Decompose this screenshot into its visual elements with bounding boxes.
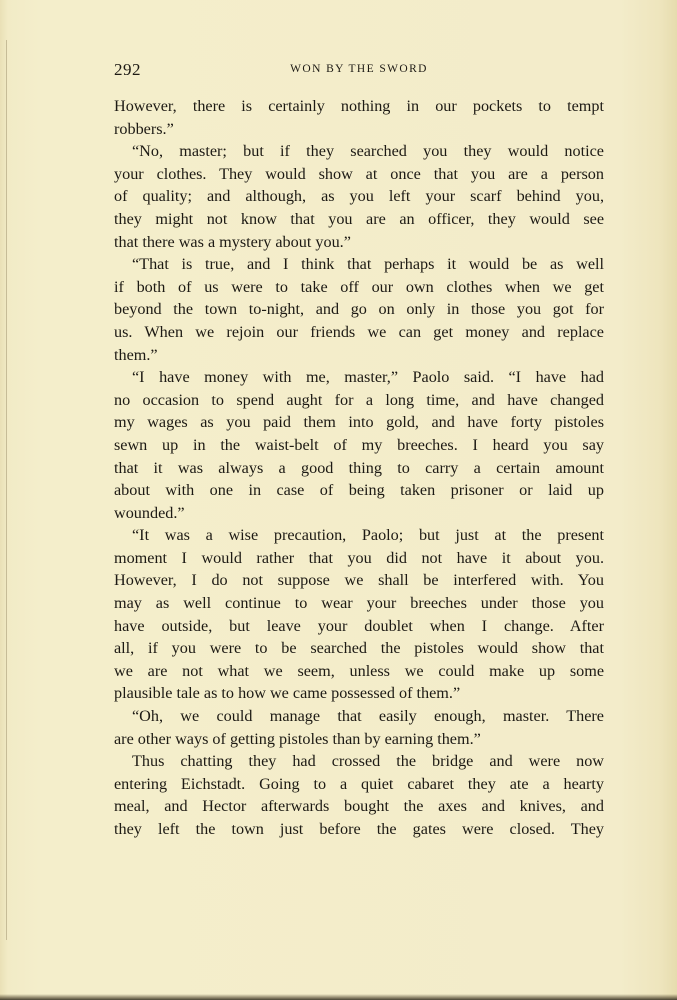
text-line: Thus chatting they had crossed the bridge and were now	[132, 752, 604, 771]
text-line: may as well continue to wear your breeches under those you	[114, 594, 604, 613]
text-line: that there was a mystery about you.”	[114, 232, 351, 251]
text-line: However, there is certainly nothing in our pockets to tempt	[114, 97, 604, 115]
text-line: sewn up in the waist-belt of my breeches. I heard you say	[114, 435, 604, 454]
text-line: that it was always a good thing to carry a certain amount	[114, 458, 604, 477]
text-line: we are not what we seem, unless we could make up some	[114, 661, 604, 680]
text-line: robbers.”	[114, 119, 174, 138]
text-line: However, I do not suppose we shall be interfered with. You	[114, 571, 604, 590]
text-line: your clothes. They would show at once that you are a person	[114, 164, 604, 183]
text-line: they left the town just before the gates were closed. They	[114, 820, 604, 838]
page-header	[114, 60, 604, 84]
text-line: they might not know that you are an officer, they would see	[114, 209, 604, 228]
text-line: “No, master; but if they searched you they would notice	[132, 142, 604, 161]
text-line: entering Eichstadt. Going to a quiet cabaret they ate a hearty	[114, 774, 604, 793]
text-line: “I have money with me, master,” Paolo said. “I have had	[132, 368, 604, 387]
text-line: “Oh, we could manage that easily enough, master. There	[132, 707, 604, 726]
text-line: them.”	[114, 345, 158, 364]
running-head: WON BY THE SWORD	[290, 63, 428, 75]
text-line: “That is true, and I think that perhaps it would be as well	[132, 255, 604, 274]
text-line: all, if you were to be searched the pistoles would show that	[114, 639, 604, 658]
text-line: meal, and Hector afterwards bought the axes and knives, and	[114, 797, 604, 816]
page-number: 292	[114, 60, 141, 79]
text-line: us. When we rejoin our friends we can get money and replace	[114, 322, 604, 341]
page-bottom-edge	[0, 994, 677, 1000]
text-line: “It was a wise precaution, Paolo; but just at the present	[132, 526, 604, 545]
text-line: are other ways of getting pistoles than by earning them.”	[114, 729, 481, 748]
text-line: if both of us were to take off our own clothes when we get	[114, 277, 604, 296]
text-line: plausible tale as to how we came possessed of them.”	[114, 684, 461, 703]
text-line: about with one in case of being taken prisoner or laid up	[114, 481, 604, 500]
text-line: wounded.”	[114, 503, 185, 522]
text-line: no occasion to spend aught for a long time, and have changed	[114, 390, 604, 409]
binding-gutter	[6, 40, 7, 940]
text-line: my wages as you paid them into gold, and have forty pistoles	[114, 413, 604, 432]
text-line: moment I would rather that you did not have it about you.	[114, 548, 604, 567]
body-text	[114, 95, 604, 841]
text-line: have outside, but leave your doublet when I change. After	[114, 616, 604, 635]
text-line: beyond the town to-night, and go on only in those you got for	[114, 300, 604, 319]
text-line: of quality; and although, as you left your scarf behind you,	[114, 187, 604, 206]
